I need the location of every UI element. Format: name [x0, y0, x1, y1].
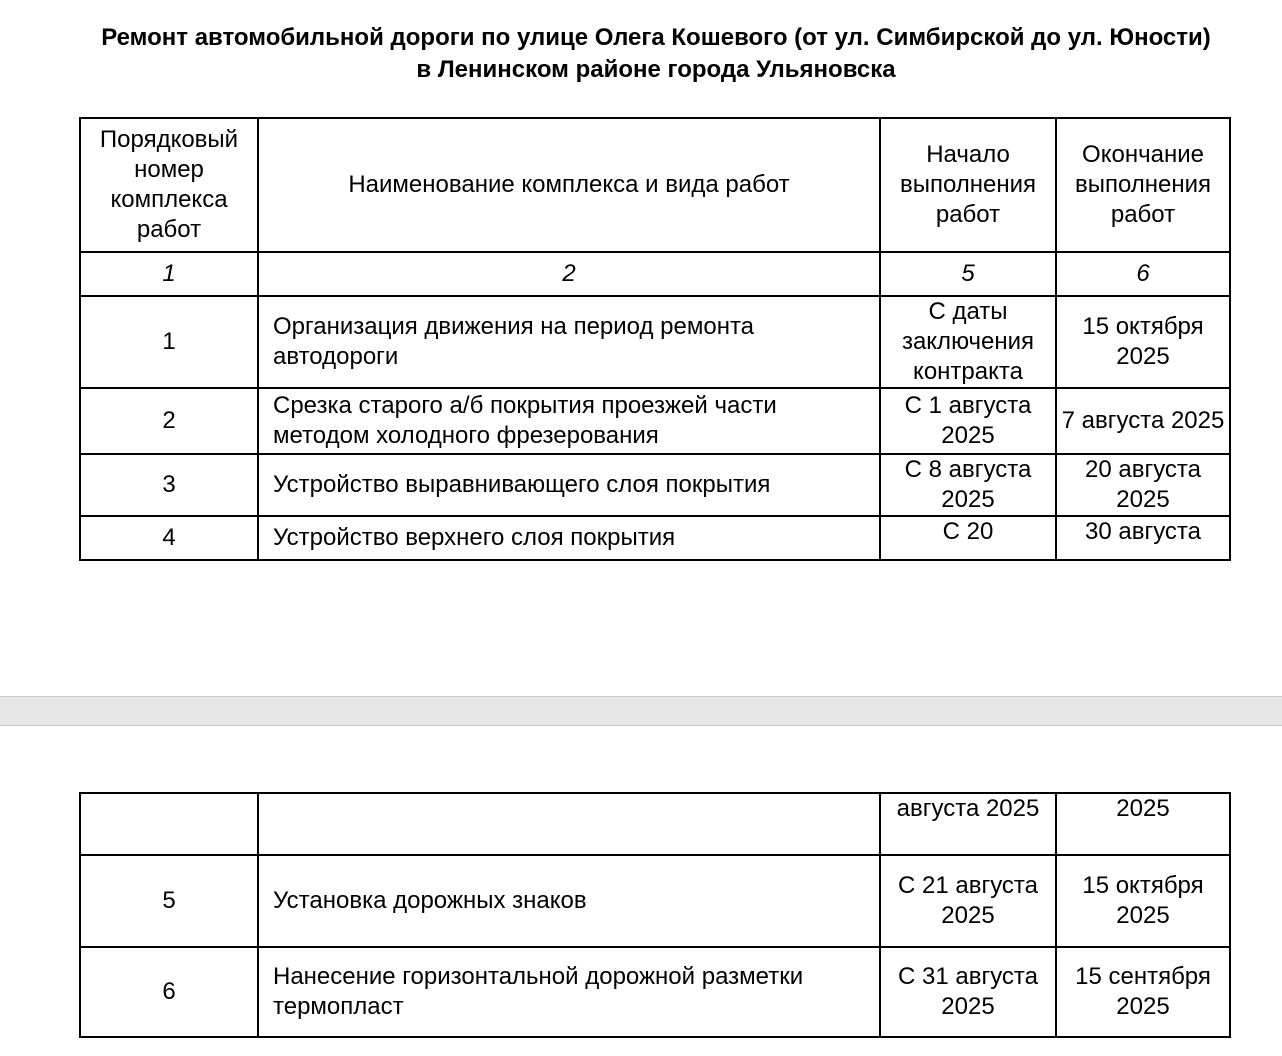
work-name: Организация движения на период ремонта автодороги	[258, 296, 880, 388]
row-number	[80, 793, 258, 855]
end-date: 15 октября 2025	[1056, 855, 1230, 947]
table-row	[80, 296, 1230, 388]
work-name: Срезка старого а/б покрытия проезжей части методом холодного фрезерования	[258, 388, 880, 454]
header-start-date: Начало выполнения работ	[880, 118, 1056, 252]
table-row	[80, 516, 1230, 560]
column-number: 1	[80, 252, 258, 296]
work-name: Устройство выравнивающего слоя покрытия	[258, 454, 880, 516]
row-number: 6	[80, 947, 258, 1037]
table-row	[80, 947, 1230, 1037]
header-end-date: Окончание выполнения работ	[1056, 118, 1230, 252]
end-date: 15 октября 2025	[1056, 296, 1230, 388]
page-break-separator	[0, 696, 1282, 726]
row-number: 2	[80, 388, 258, 454]
document-page-2	[0, 726, 1282, 1056]
end-date: 20 августа 2025	[1056, 454, 1230, 516]
table-row	[80, 388, 1230, 454]
header-work-name: Наименование комплекса и вида работ	[258, 118, 880, 252]
start-date: августа 2025	[880, 793, 1056, 855]
row-number: 5	[80, 855, 258, 947]
schedule-table	[79, 117, 1231, 561]
table-row-continued	[80, 793, 1230, 855]
start-date: С 20	[880, 516, 1056, 560]
column-numbers-row	[80, 252, 1230, 296]
start-date: С 8 августа 2025	[880, 454, 1056, 516]
table-row	[80, 454, 1230, 516]
end-date: 15 сентября 2025	[1056, 947, 1230, 1037]
work-name	[258, 793, 880, 855]
work-name: Устройство верхнего слоя покрытия	[258, 516, 880, 560]
start-date: С даты заключения контракта	[880, 296, 1056, 388]
column-number: 6	[1056, 252, 1230, 296]
work-name: Установка дорожных знаков	[258, 855, 880, 947]
end-date: 7 августа 2025	[1056, 388, 1230, 454]
row-number: 1	[80, 296, 258, 388]
header-row	[80, 118, 1230, 252]
work-name: Нанесение горизонтальной дорожной разметки термопласт	[258, 947, 880, 1037]
start-date: С 31 августа 2025	[880, 947, 1056, 1037]
schedule-table-continued	[79, 792, 1231, 1038]
start-date: С 1 августа 2025	[880, 388, 1056, 454]
end-date: 2025	[1056, 793, 1230, 855]
end-date: 30 августа	[1056, 516, 1230, 560]
column-number: 5	[880, 252, 1056, 296]
document-title: Ремонт автомобильной дороги по улице Олега Кошевого (от ул. Симбирской до ул. Юности) в Ленинском районе города Ульяновска	[101, 24, 1211, 83]
column-number: 2	[258, 252, 880, 296]
table-row	[80, 855, 1230, 947]
row-number: 3	[80, 454, 258, 516]
header-sequence-number: Порядковый номер комплекса работ	[80, 118, 258, 252]
row-number: 4	[80, 516, 258, 560]
start-date: С 21 августа 2025	[880, 855, 1056, 947]
